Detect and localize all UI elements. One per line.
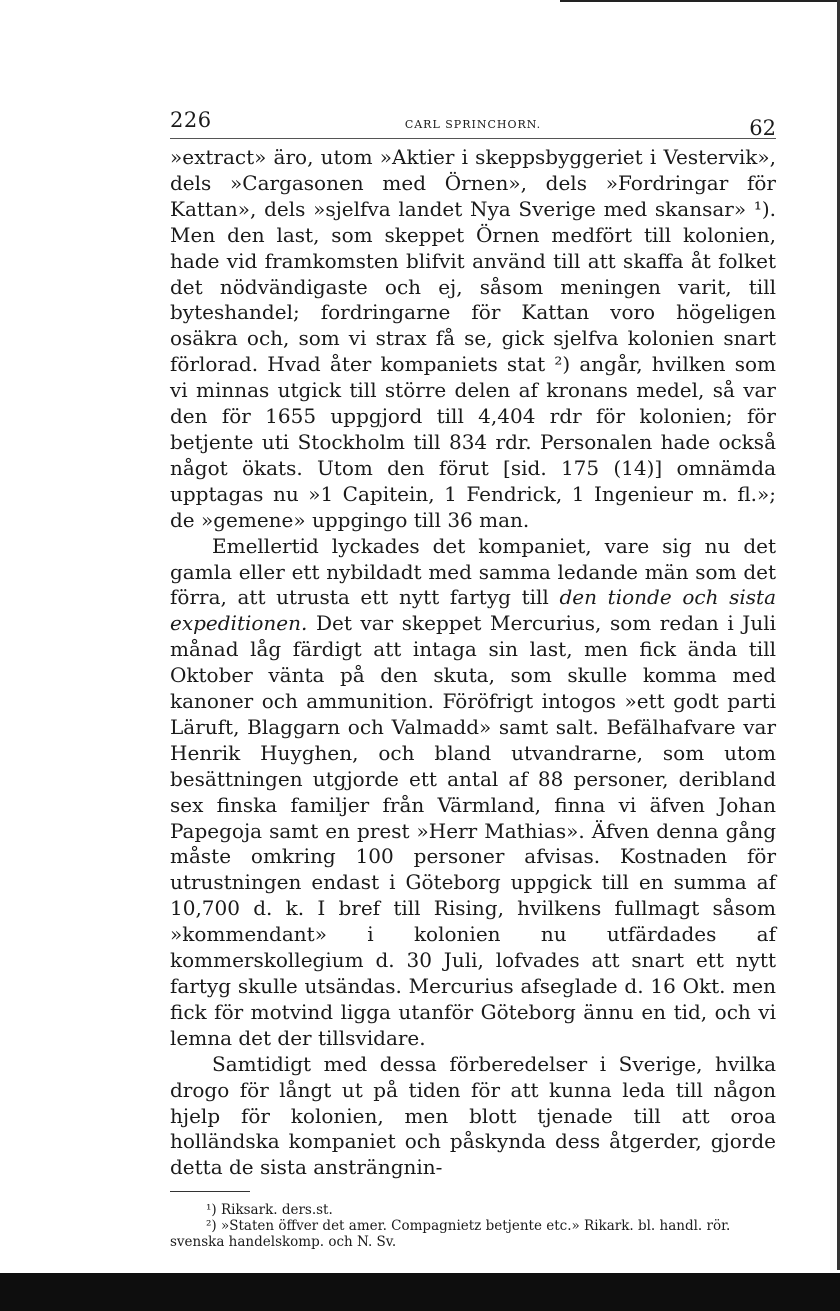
scan-edge-top	[560, 0, 840, 2]
paragraph-2-text-before: Emellertid lyckades det kompaniet, vare sig nu det gamla eller ett nybildadt med samma ledande män som det förra, att utrusta ett nytt fartyg till	[170, 533, 776, 610]
footnote-1: ¹) Riksark. ders.st.	[206, 1202, 333, 1219]
page-number: 226	[170, 108, 212, 132]
running-title: CARL SPRINCHORN.	[404, 118, 542, 131]
footnote-2: ²) »Staten öffver det amer. Compagnietz betjente etc.» Rikark. bl. handl. rör. svenska handelskomp. och N. Sv.	[170, 1218, 731, 1251]
paragraph-2-emphasis: den tionde och sista expeditionen.	[170, 585, 776, 636]
paragraph-2	[170, 534, 776, 1052]
paragraph-3: Samtidigt med dessa förberedelser i Sverige, hvilka drogo för långt ut på tiden för att kunna leda till någon hjelp för kolonien, men blott tjenade till att oroa holländska kompaniet och påskynda dess åtgerder, gjorde detta de sista ansträngnin-	[170, 1051, 776, 1180]
sheet-number: 62	[749, 116, 776, 140]
running-header	[170, 108, 776, 139]
footnote-rule	[170, 1191, 250, 1192]
footnotes	[170, 1202, 776, 1250]
paragraph-2-text-after: Det var skeppet Mercurius, som redan i Juli månad låg färdigt att intaga sin last, men fick ända till Oktober vänta på den skuta, som skulle komma med kanoner och ammunition. Föröfrigt intogos »ett godt parti Läruft, Blaggarn och Valmadd» samt salt. Befälhafvare var Henrik Huyghen, och bland utvandrarne, som utom besättningen utgjorde ett antal af 88 personer, deribland sex finska familjer från Värmland, finna vi äfven Johan Papegoja samt en prest »Herr Mathias». Äfven denna gång måste omkring 100 personer afvisas. Kostnaden för utrustningen endast i Göteborg uppgick till en summa af 10,700 d. k. I bref till Rising, hvilkens fullmagt såsom »kommendant» i kolonien nu utfärdades af kommerskollegium d. 30 Juli, lofvades att snart ett nytt fartyg skulle utsändas. Mercurius afseglade d. 16 Okt. men fick för motvind ligga utanför Göteborg ännu en tid, och vi lemna det der tillsvidare.	[170, 611, 776, 1050]
scan-bottom-bar	[0, 1273, 840, 1311]
book-page	[170, 108, 776, 1250]
paragraph-1: »extract» äro, utom »Aktier i skeppsbyggeriet i Vestervik», dels »Cargasonen med Örnen», dels »Fordringar för Kattan», dels »sjelfva landet Nya Sverige med skansar» ¹). Men den last, som skeppet Örnen medfört till kolonien, hade vid framkomsten blifvit använd till att skaffa åt folket det nödvändigaste och ej, såsom meningen varit, till byteshandel; fordringarne för Kattan voro högeligen osäkra och, som vi strax få se, gick sjelfva kolonien snart förlorad. Hvad åter kompaniets stat ²) angår, hvilken som vi minnas utgick till större delen af kronans medel, så var den för 1655 uppgjord till 4,404 rdr för kolonien; för betjente uti Stockholm till 834 rdr. Personalen hade också något ökats. Utom den förut [sid. 175 (14)] omnämda upptagas nu »1 Capitein, 1 Fendrick, 1 Ingenieur m. fl.»; de »gemene» uppgingo till 36 man.	[170, 145, 776, 532]
body-text	[170, 145, 776, 1181]
